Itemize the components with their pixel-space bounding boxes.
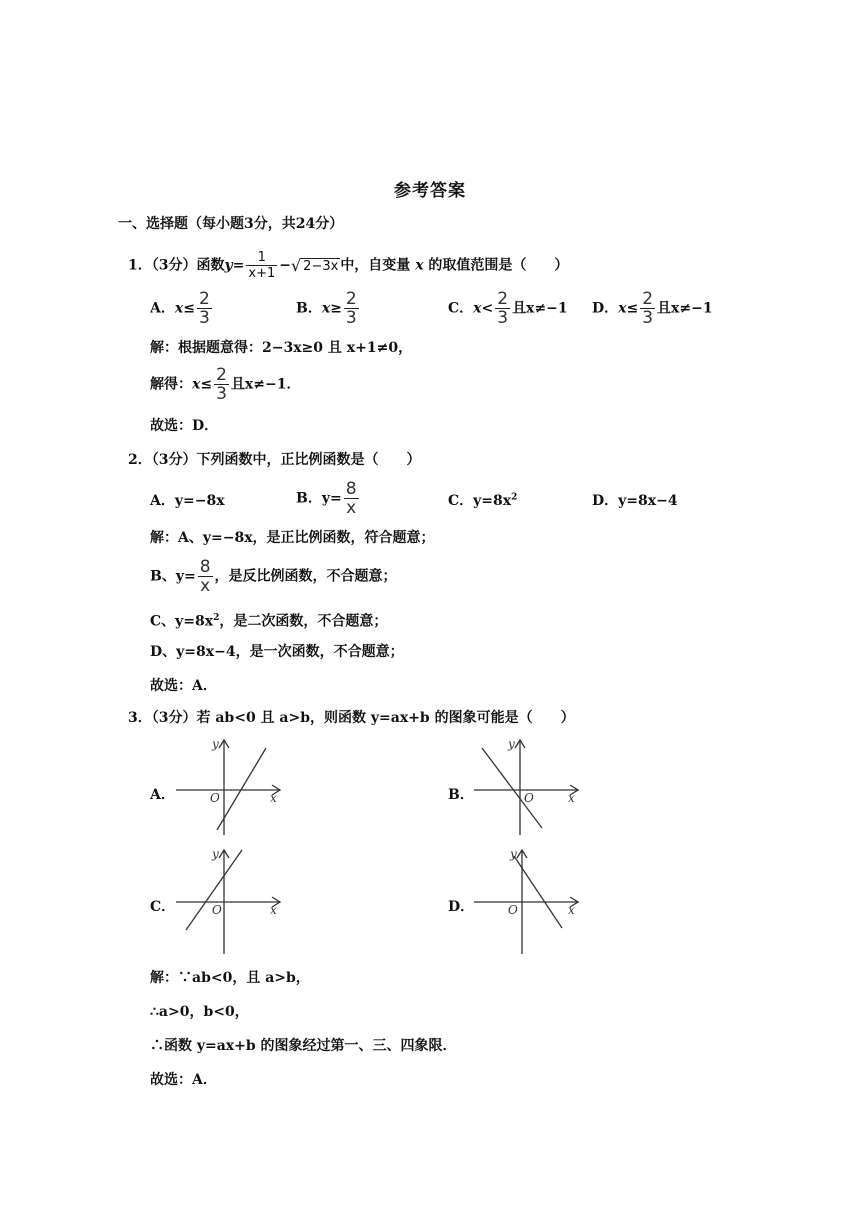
q2-solution-line-3: C、$y=8x^2$，是二次函数，不合题意； (150, 613, 388, 630)
question-1-stem (128, 250, 568, 281)
question-3-stem: 3．（3分）若 ab<0 且 a>b，则函数 y=ax+b 的图象可能是（ ） (128, 710, 575, 726)
svg-text:y: y (510, 847, 517, 861)
option-2d: D．y=8x−4 (592, 493, 678, 509)
radicand: 2−3x (303, 258, 339, 274)
page-title: 参考答案 (394, 181, 466, 201)
graph-c-label: C． (150, 899, 176, 915)
q3-solution-line-1: 解：∵ab<0，且 a>b， (150, 970, 310, 986)
graph-b-label: B． (448, 787, 474, 803)
option-1c: C．x< $\frac{2}{3}$ 且x≠−1 (448, 289, 568, 328)
question-1-y: y= (224, 257, 245, 274)
graph-d-label: D． (448, 899, 475, 915)
minus-sign: − (279, 257, 291, 274)
x-axis-label: x (270, 791, 277, 805)
option-2c: C．$y=8x^2$ (448, 492, 518, 509)
fraction-numerator: 1 (257, 250, 266, 265)
q1-answer: 故选：D． (150, 418, 219, 434)
question-1-rest: 中，自变量 (340, 257, 411, 274)
svg-text:x: x (568, 791, 575, 805)
q1-solution-line-2: 解得：x≤ $\frac{2}{3}$ 且x≠−1． (150, 365, 301, 404)
graph-d (470, 844, 590, 956)
fraction-denominator: x+1 (248, 266, 276, 281)
graph-c (172, 844, 292, 956)
q3-solution-line-2: ∴a>0，b<0， (150, 1004, 249, 1020)
q2-solution-line-4: D、y=8x−4，是一次函数，不合题意； (150, 644, 404, 660)
svg-text:y: y (212, 847, 219, 861)
option-1b: B．x≥ $\frac{2}{3}$ (296, 289, 357, 328)
svg-text:O: O (524, 791, 534, 805)
question-1-score: （3分）函数 (151, 257, 225, 274)
option-2b: B．y= $\frac{8}{x}$ (296, 479, 357, 518)
svg-text:x: x (568, 903, 575, 917)
svg-text:x: x (270, 903, 277, 917)
q2-solution-line-2: B、y= $\frac{8}{x}$ ，是反比例函数，不合题意； (150, 557, 397, 596)
svg-text:O: O (508, 903, 518, 917)
q1-solution-line-1: 解：根据题意得：2−3x≥0 且 x+1≠0， (150, 340, 413, 356)
question-1-rest2: 的取值范围是（ ） (428, 257, 569, 274)
y-axis-label: y (212, 737, 219, 751)
q3-answer: 故选：A． (150, 1072, 217, 1088)
svg-text:y: y (508, 737, 515, 751)
square-root: √ 2−3x (290, 255, 339, 275)
q2-answer: 故选：A． (150, 678, 217, 694)
origin-label: O (210, 791, 220, 805)
q2-solution-line-1: 解：A、y=−8x，是正比例函数，符合题意； (150, 530, 435, 546)
question-1-variable: x (415, 257, 424, 274)
graph-a-label: A． (150, 787, 175, 803)
graph-b (470, 732, 590, 837)
question-1-number: 1． (128, 257, 152, 274)
graph-a (172, 732, 292, 837)
option-2a: A．y=−8x (150, 493, 225, 509)
section-heading: 一、选择题（每小题3分，共24分） (118, 216, 344, 232)
q3-solution-line-3: ∴函数 y=ax+b 的图象经过第一、三、四象限． (150, 1038, 457, 1054)
option-1a: A．x≤ $\frac{2}{3}$ (150, 289, 210, 328)
question-2-stem: 2．（3分）下列函数中，正比例函数是（ ） (128, 452, 421, 468)
option-1d: D．x≤ $\frac{2}{3}$ 且x≠−1 (592, 289, 713, 328)
svg-text:O: O (212, 903, 222, 917)
question-1-fraction (246, 250, 277, 281)
